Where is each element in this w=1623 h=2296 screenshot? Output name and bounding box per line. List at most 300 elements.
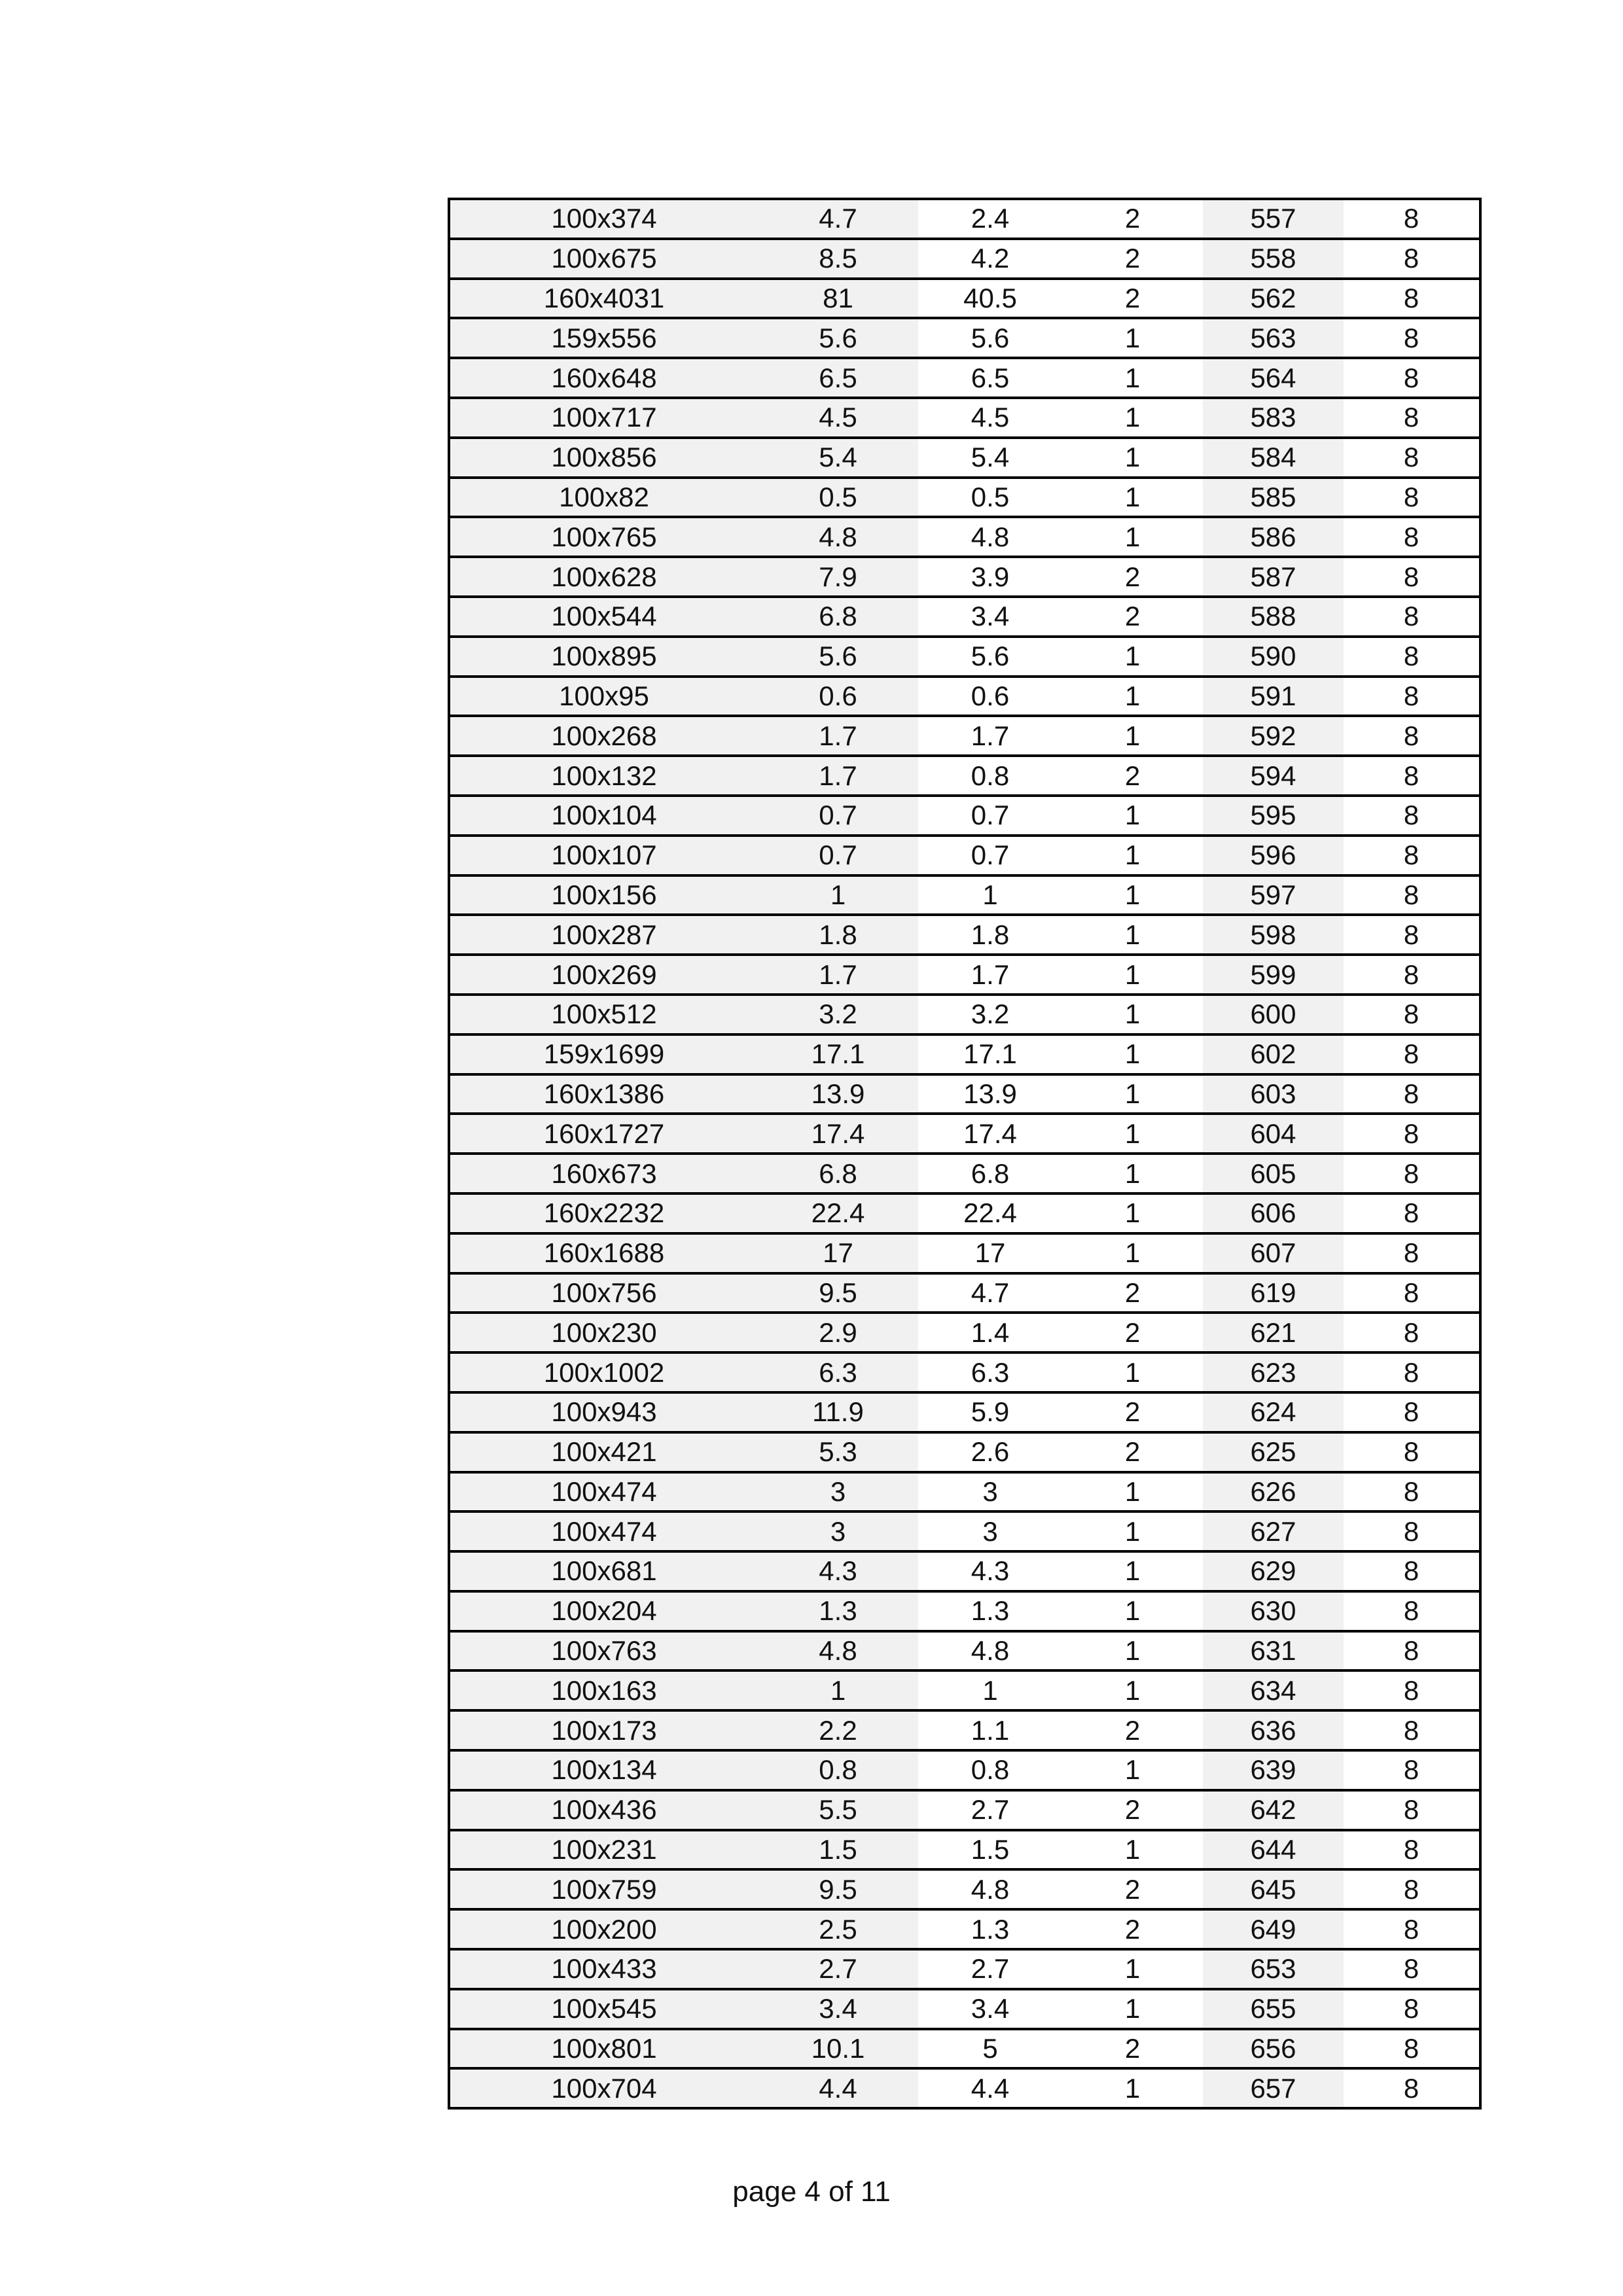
cell-code: 8 (1344, 1352, 1479, 1392)
cell-code: 8 (1344, 200, 1479, 239)
cell-count: 1 (1062, 836, 1203, 875)
cell-count: 1 (1062, 1193, 1203, 1233)
cell-value-a: 6.8 (758, 1154, 918, 1193)
table-row (450, 1392, 1479, 1432)
table-row (450, 1432, 1479, 1472)
table-row (450, 1352, 1479, 1392)
table-row (450, 557, 1479, 597)
cell-size: 100x675 (450, 239, 758, 279)
cell-count: 2 (1062, 279, 1203, 319)
cell-count: 2 (1062, 1313, 1203, 1352)
cell-id: 642 (1203, 1790, 1344, 1830)
cell-code: 8 (1344, 1670, 1479, 1710)
cell-count: 1 (1062, 438, 1203, 478)
cell-value-b: 6.8 (918, 1154, 1062, 1193)
table-row (450, 1154, 1479, 1193)
cell-size: 159x556 (450, 318, 758, 358)
cell-id: 564 (1203, 358, 1344, 398)
cell-count: 2 (1062, 1392, 1203, 1432)
cell-code: 8 (1344, 597, 1479, 637)
cell-value-a: 3 (758, 1472, 918, 1512)
cell-value-b: 4.8 (918, 517, 1062, 557)
cell-id: 600 (1203, 995, 1344, 1034)
cell-count: 1 (1062, 637, 1203, 677)
cell-id: 634 (1203, 1670, 1344, 1710)
table-row (450, 478, 1479, 518)
cell-id: 592 (1203, 716, 1344, 756)
cell-value-a: 22.4 (758, 1193, 918, 1233)
cell-id: 586 (1203, 517, 1344, 557)
cell-count: 1 (1062, 1830, 1203, 1870)
cell-code: 8 (1344, 796, 1479, 836)
cell-value-b: 5.4 (918, 438, 1062, 478)
cell-count: 1 (1062, 1949, 1203, 1989)
cell-value-a: 2.2 (758, 1710, 918, 1750)
cell-count: 2 (1062, 756, 1203, 796)
cell-id: 596 (1203, 836, 1344, 875)
cell-code: 8 (1344, 875, 1479, 915)
cell-code: 8 (1344, 1989, 1479, 2029)
table-row (450, 1631, 1479, 1671)
cell-size: 100x856 (450, 438, 758, 478)
table-row (450, 597, 1479, 637)
table-row (450, 995, 1479, 1034)
cell-count: 1 (1062, 1591, 1203, 1631)
cell-value-a: 4.8 (758, 1631, 918, 1671)
cell-count: 1 (1062, 398, 1203, 438)
cell-id: 629 (1203, 1551, 1344, 1591)
cell-count: 1 (1062, 2068, 1203, 2108)
cell-value-a: 1.5 (758, 1830, 918, 1870)
table-row (450, 836, 1479, 875)
cell-count: 1 (1062, 955, 1203, 995)
cell-value-b: 1.7 (918, 955, 1062, 995)
cell-id: 636 (1203, 1710, 1344, 1750)
cell-value-a: 4.3 (758, 1551, 918, 1591)
cell-id: 627 (1203, 1511, 1344, 1551)
cell-count: 1 (1062, 1352, 1203, 1392)
cell-value-b: 0.7 (918, 836, 1062, 875)
cell-size: 160x648 (450, 358, 758, 398)
cell-count: 1 (1062, 716, 1203, 756)
cell-value-b: 1.7 (918, 716, 1062, 756)
cell-code: 8 (1344, 1909, 1479, 1949)
cell-value-a: 9.5 (758, 1869, 918, 1909)
cell-code: 8 (1344, 1074, 1479, 1114)
cell-size: 160x1386 (450, 1074, 758, 1114)
cell-size: 100x230 (450, 1313, 758, 1352)
cell-count: 2 (1062, 1432, 1203, 1472)
cell-value-b: 4.4 (918, 2068, 1062, 2108)
cell-size: 100x132 (450, 756, 758, 796)
cell-count: 1 (1062, 1551, 1203, 1591)
cell-code: 8 (1344, 398, 1479, 438)
cell-size: 100x628 (450, 557, 758, 597)
cell-size: 100x82 (450, 478, 758, 518)
cell-id: 603 (1203, 1074, 1344, 1114)
cell-code: 8 (1344, 1193, 1479, 1233)
cell-value-a: 11.9 (758, 1392, 918, 1432)
cell-value-b: 1.3 (918, 1591, 1062, 1631)
cell-value-a: 17 (758, 1233, 918, 1273)
cell-code: 8 (1344, 318, 1479, 358)
cell-id: 563 (1203, 318, 1344, 358)
cell-count: 1 (1062, 1154, 1203, 1193)
cell-code: 8 (1344, 915, 1479, 955)
cell-code: 8 (1344, 1511, 1479, 1551)
table-row (450, 1869, 1479, 1909)
cell-value-a: 6.3 (758, 1352, 918, 1392)
table-row (450, 1909, 1479, 1949)
table-row (450, 677, 1479, 716)
cell-id: 594 (1203, 756, 1344, 796)
cell-value-a: 0.5 (758, 478, 918, 518)
cell-size: 100x544 (450, 597, 758, 637)
cell-count: 1 (1062, 1472, 1203, 1512)
cell-size: 100x704 (450, 2068, 758, 2108)
cell-value-a: 0.7 (758, 836, 918, 875)
cell-size: 100x374 (450, 200, 758, 239)
cell-id: 621 (1203, 1313, 1344, 1352)
cell-value-b: 2.7 (918, 1790, 1062, 1830)
cell-value-b: 0.6 (918, 677, 1062, 716)
cell-value-b: 3.9 (918, 557, 1062, 597)
cell-id: 587 (1203, 557, 1344, 597)
cell-id: 585 (1203, 478, 1344, 518)
cell-count: 1 (1062, 995, 1203, 1034)
cell-value-b: 13.9 (918, 1074, 1062, 1114)
cell-code: 8 (1344, 239, 1479, 279)
cell-value-a: 1 (758, 1670, 918, 1710)
cell-value-a: 1.7 (758, 756, 918, 796)
cell-size: 100x134 (450, 1750, 758, 1790)
cell-code: 8 (1344, 1790, 1479, 1830)
cell-value-b: 40.5 (918, 279, 1062, 319)
cell-count: 2 (1062, 1909, 1203, 1949)
cell-value-b: 5.6 (918, 318, 1062, 358)
cell-count: 2 (1062, 557, 1203, 597)
cell-count: 1 (1062, 1233, 1203, 1273)
cell-value-b: 3.4 (918, 1989, 1062, 2029)
cell-id: 562 (1203, 279, 1344, 319)
cell-size: 100x200 (450, 1909, 758, 1949)
cell-count: 1 (1062, 1670, 1203, 1710)
cell-code: 8 (1344, 1233, 1479, 1273)
cell-value-b: 4.8 (918, 1869, 1062, 1909)
cell-value-a: 7.9 (758, 557, 918, 597)
cell-size: 159x1699 (450, 1034, 758, 1074)
table-row (450, 1074, 1479, 1114)
cell-value-a: 8.5 (758, 239, 918, 279)
cell-code: 8 (1344, 955, 1479, 995)
table-row (450, 1233, 1479, 1273)
cell-value-b: 1.3 (918, 1909, 1062, 1949)
cell-size: 160x1688 (450, 1233, 758, 1273)
table-row (450, 1591, 1479, 1631)
cell-count: 1 (1062, 478, 1203, 518)
table-row (450, 2068, 1479, 2108)
cell-id: 607 (1203, 1233, 1344, 1273)
cell-value-b: 2.4 (918, 200, 1062, 239)
cell-value-b: 1.4 (918, 1313, 1062, 1352)
cell-id: 656 (1203, 2029, 1344, 2069)
cell-value-a: 5.5 (758, 1790, 918, 1830)
cell-code: 8 (1344, 279, 1479, 319)
cell-value-b: 3.2 (918, 995, 1062, 1034)
cell-count: 2 (1062, 2029, 1203, 2069)
cell-code: 8 (1344, 1710, 1479, 1750)
cell-code: 8 (1344, 1750, 1479, 1790)
cell-size: 100x717 (450, 398, 758, 438)
cell-value-b: 4.7 (918, 1273, 1062, 1313)
cell-size: 100x759 (450, 1869, 758, 1909)
cell-value-b: 17.4 (918, 1114, 1062, 1154)
cell-value-b: 0.7 (918, 796, 1062, 836)
cell-count: 1 (1062, 796, 1203, 836)
cell-value-b: 0.8 (918, 1750, 1062, 1790)
cell-code: 8 (1344, 995, 1479, 1034)
cell-code: 8 (1344, 358, 1479, 398)
cell-id: 623 (1203, 1352, 1344, 1392)
table-row (450, 1830, 1479, 1870)
cell-size: 100x268 (450, 716, 758, 756)
table-row (450, 875, 1479, 915)
cell-count: 1 (1062, 1034, 1203, 1074)
cell-code: 8 (1344, 478, 1479, 518)
cell-id: 619 (1203, 1273, 1344, 1313)
table-row (450, 1511, 1479, 1551)
cell-value-b: 5 (918, 2029, 1062, 2069)
cell-value-a: 1.7 (758, 716, 918, 756)
cell-id: 588 (1203, 597, 1344, 637)
cell-value-b: 4.8 (918, 1631, 1062, 1671)
cell-size: 100x763 (450, 1631, 758, 1671)
cell-code: 8 (1344, 1114, 1479, 1154)
cell-value-b: 1 (918, 1670, 1062, 1710)
cell-count: 1 (1062, 318, 1203, 358)
cell-value-a: 9.5 (758, 1273, 918, 1313)
table-row (450, 1989, 1479, 2029)
cell-id: 631 (1203, 1631, 1344, 1671)
cell-id: 558 (1203, 239, 1344, 279)
cell-id: 649 (1203, 1909, 1344, 1949)
table-row (450, 398, 1479, 438)
table-row (450, 279, 1479, 319)
cell-id: 655 (1203, 1989, 1344, 2029)
cell-size: 100x436 (450, 1790, 758, 1830)
cell-count: 1 (1062, 1989, 1203, 2029)
cell-value-b: 3 (918, 1511, 1062, 1551)
cell-code: 8 (1344, 2068, 1479, 2108)
table-row (450, 1670, 1479, 1710)
table-row (450, 716, 1479, 756)
cell-count: 1 (1062, 358, 1203, 398)
cell-code: 8 (1344, 1591, 1479, 1631)
cell-code: 8 (1344, 1631, 1479, 1671)
cell-count: 1 (1062, 875, 1203, 915)
cell-count: 1 (1062, 517, 1203, 557)
cell-id: 583 (1203, 398, 1344, 438)
cell-value-a: 4.7 (758, 200, 918, 239)
cell-value-a: 1.7 (758, 955, 918, 995)
cell-id: 604 (1203, 1114, 1344, 1154)
cell-value-a: 17.4 (758, 1114, 918, 1154)
cell-value-b: 3 (918, 1472, 1062, 1512)
cell-value-a: 5.6 (758, 637, 918, 677)
cell-code: 8 (1344, 677, 1479, 716)
cell-count: 2 (1062, 1273, 1203, 1313)
cell-id: 644 (1203, 1830, 1344, 1870)
cell-size: 100x287 (450, 915, 758, 955)
table-body (450, 200, 1479, 2108)
cell-size: 100x104 (450, 796, 758, 836)
cell-size: 100x433 (450, 1949, 758, 1989)
cell-code: 8 (1344, 716, 1479, 756)
cell-code: 8 (1344, 637, 1479, 677)
cell-value-b: 0.5 (918, 478, 1062, 518)
cell-code: 8 (1344, 1392, 1479, 1432)
cell-id: 630 (1203, 1591, 1344, 1631)
cell-count: 2 (1062, 1710, 1203, 1750)
cell-value-b: 17.1 (918, 1034, 1062, 1074)
cell-size: 100x756 (450, 1273, 758, 1313)
cell-value-a: 1.8 (758, 915, 918, 955)
table-row (450, 756, 1479, 796)
cell-size: 160x4031 (450, 279, 758, 319)
cell-code: 8 (1344, 1034, 1479, 1074)
table-row (450, 1193, 1479, 1233)
cell-value-b: 4.5 (918, 398, 1062, 438)
cell-size: 160x1727 (450, 1114, 758, 1154)
cell-count: 1 (1062, 1631, 1203, 1671)
cell-value-b: 6.3 (918, 1352, 1062, 1392)
cell-size: 100x801 (450, 2029, 758, 2069)
cell-value-a: 5.3 (758, 1432, 918, 1472)
cell-value-a: 1.3 (758, 1591, 918, 1631)
cell-size: 100x269 (450, 955, 758, 995)
cell-code: 8 (1344, 1273, 1479, 1313)
cell-value-a: 3 (758, 1511, 918, 1551)
cell-count: 2 (1062, 200, 1203, 239)
cell-value-a: 4.8 (758, 517, 918, 557)
cell-code: 8 (1344, 1432, 1479, 1472)
cell-value-a: 2.7 (758, 1949, 918, 1989)
cell-size: 100x545 (450, 1989, 758, 2029)
cell-value-a: 5.4 (758, 438, 918, 478)
cell-code: 8 (1344, 1830, 1479, 1870)
data-table (448, 198, 1482, 2110)
cell-id: 639 (1203, 1750, 1344, 1790)
cell-code: 8 (1344, 1869, 1479, 1909)
cell-count: 1 (1062, 1074, 1203, 1114)
cell-size: 100x1002 (450, 1352, 758, 1392)
table-row (450, 915, 1479, 955)
cell-id: 602 (1203, 1034, 1344, 1074)
cell-count: 2 (1062, 1869, 1203, 1909)
cell-count: 2 (1062, 1790, 1203, 1830)
cell-id: 606 (1203, 1193, 1344, 1233)
cell-value-b: 4.2 (918, 239, 1062, 279)
table-row (450, 1750, 1479, 1790)
cell-count: 1 (1062, 915, 1203, 955)
cell-code: 8 (1344, 438, 1479, 478)
cell-code: 8 (1344, 2029, 1479, 2069)
cell-code: 8 (1344, 1472, 1479, 1512)
cell-id: 590 (1203, 637, 1344, 677)
cell-size: 100x107 (450, 836, 758, 875)
cell-code: 8 (1344, 1949, 1479, 1989)
cell-id: 626 (1203, 1472, 1344, 1512)
cell-value-a: 1 (758, 875, 918, 915)
cell-value-b: 2.6 (918, 1432, 1062, 1472)
table-row (450, 517, 1479, 557)
cell-value-b: 5.9 (918, 1392, 1062, 1432)
cell-value-a: 0.8 (758, 1750, 918, 1790)
cell-value-b: 4.3 (918, 1551, 1062, 1591)
table-row (450, 318, 1479, 358)
cell-value-a: 2.9 (758, 1313, 918, 1352)
page-number: page 4 of 11 (732, 2176, 891, 2208)
cell-value-b: 1.8 (918, 915, 1062, 955)
table-row (450, 1313, 1479, 1352)
table-row (450, 1472, 1479, 1512)
cell-value-b: 6.5 (918, 358, 1062, 398)
cell-id: 625 (1203, 1432, 1344, 1472)
cell-size: 100x943 (450, 1392, 758, 1432)
cell-value-a: 2.5 (758, 1909, 918, 1949)
table-row (450, 1790, 1479, 1830)
cell-code: 8 (1344, 557, 1479, 597)
cell-value-a: 3.2 (758, 995, 918, 1034)
table-row (450, 200, 1479, 239)
cell-size: 100x173 (450, 1710, 758, 1750)
cell-code: 8 (1344, 1154, 1479, 1193)
cell-id: 597 (1203, 875, 1344, 915)
cell-value-a: 4.4 (758, 2068, 918, 2108)
table-row (450, 955, 1479, 995)
cell-id: 599 (1203, 955, 1344, 995)
cell-code: 8 (1344, 836, 1479, 875)
cell-value-b: 17 (918, 1233, 1062, 1273)
cell-value-a: 4.5 (758, 398, 918, 438)
cell-size: 100x95 (450, 677, 758, 716)
cell-size: 100x231 (450, 1830, 758, 1870)
cell-value-a: 3.4 (758, 1989, 918, 2029)
cell-size: 100x474 (450, 1511, 758, 1551)
table-row (450, 358, 1479, 398)
cell-count: 1 (1062, 1114, 1203, 1154)
cell-id: 605 (1203, 1154, 1344, 1193)
cell-size: 160x673 (450, 1154, 758, 1193)
cell-id: 598 (1203, 915, 1344, 955)
cell-code: 8 (1344, 756, 1479, 796)
cell-id: 653 (1203, 1949, 1344, 1989)
cell-count: 1 (1062, 1750, 1203, 1790)
table-row (450, 1114, 1479, 1154)
cell-value-b: 3.4 (918, 597, 1062, 637)
table-row (450, 1034, 1479, 1074)
cell-id: 584 (1203, 438, 1344, 478)
cell-value-b: 1.1 (918, 1710, 1062, 1750)
table-row (450, 239, 1479, 279)
cell-size: 100x895 (450, 637, 758, 677)
cell-value-a: 5.6 (758, 318, 918, 358)
cell-value-a: 17.1 (758, 1034, 918, 1074)
table-row (450, 1551, 1479, 1591)
cell-value-b: 1.5 (918, 1830, 1062, 1870)
cell-count: 2 (1062, 239, 1203, 279)
cell-value-a: 10.1 (758, 2029, 918, 2069)
